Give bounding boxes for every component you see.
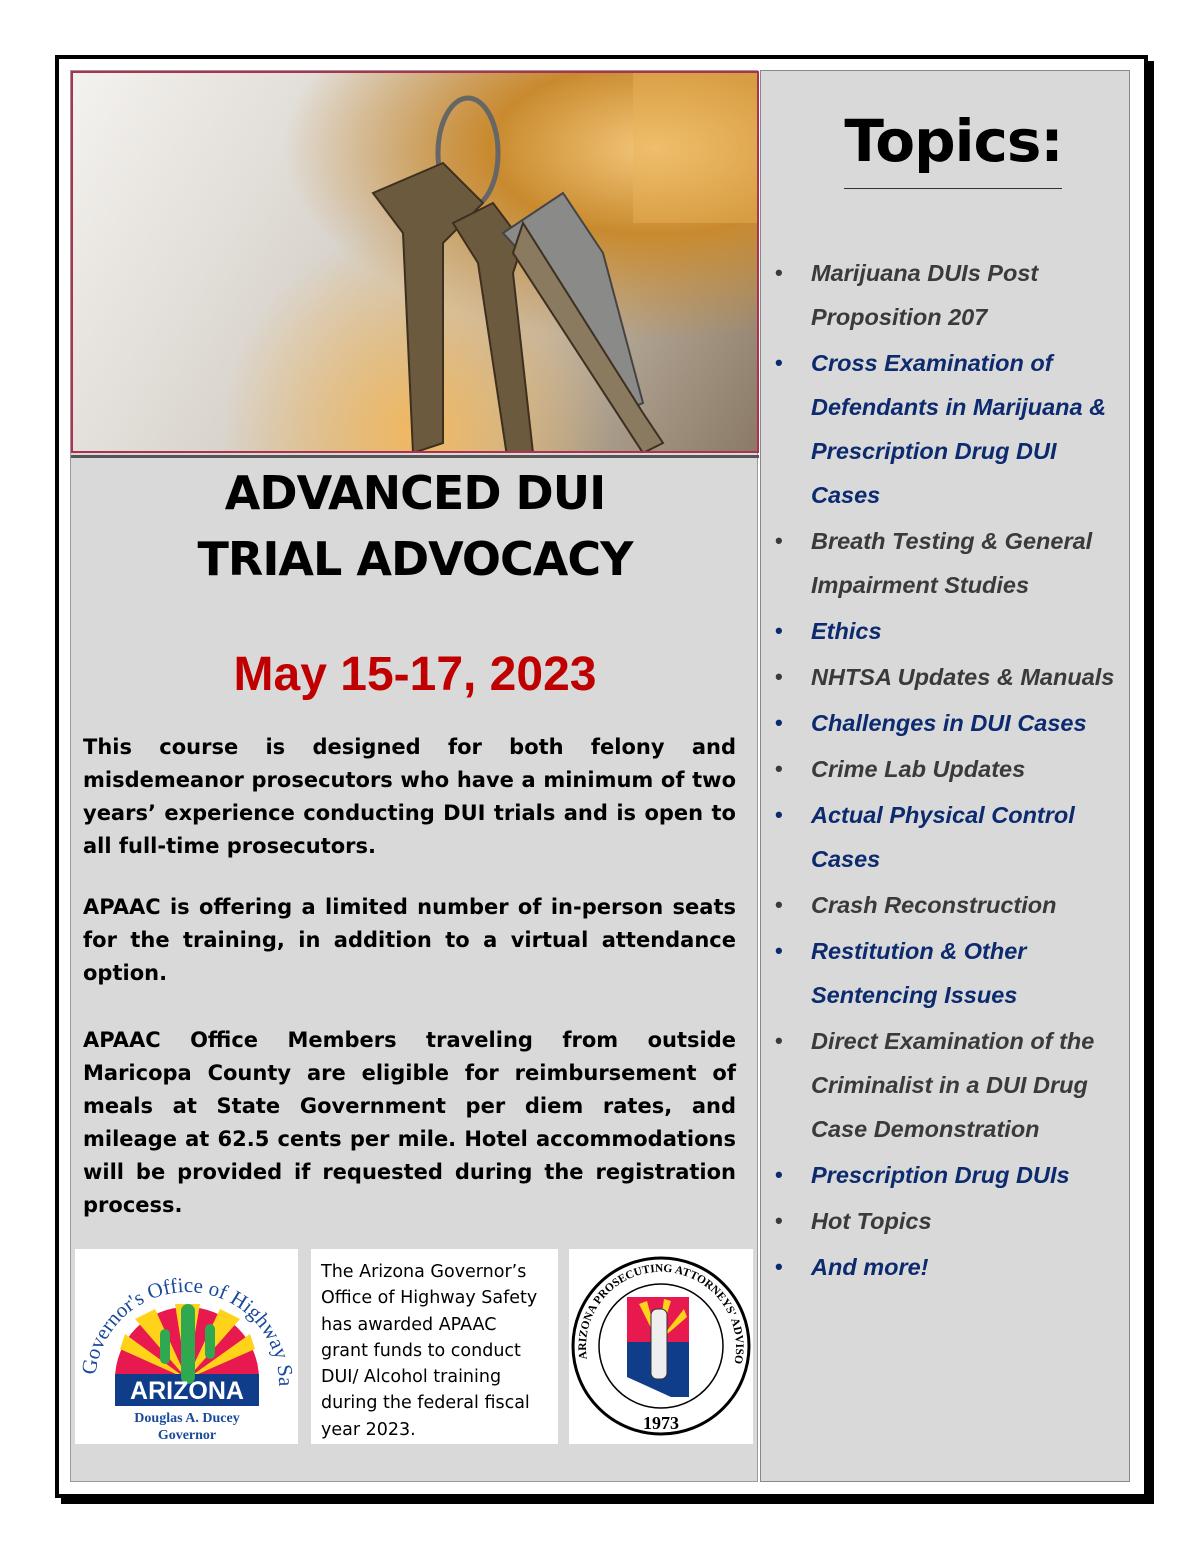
svg-text:Douglas A. Ducey: Douglas A. Ducey [134, 1411, 240, 1426]
topic-item: • Crash Reconstruction [775, 883, 1125, 927]
keys-and-drink-photo [71, 71, 759, 453]
topic-item: • Restitution & Other Sentencing Issues [775, 929, 1125, 1017]
gohs-logo [75, 1249, 298, 1444]
topic-item: • NHTSA Updates & Manuals [775, 655, 1125, 699]
reimbursement-info: APAAC Office Members traveling from outside Maricopa County are eligible for reimbursement of meals at State Government per diem rates, and mileage at 62.5 cents per mile. Hotel accommodations will be provided if requested during the registration process. [83, 1028, 736, 1217]
svg-text:Governor's Office of Highway S: Governor's Office of Highway Sa [76, 1272, 298, 1387]
svg-text:1973: 1973 [643, 1413, 679, 1433]
event-date: May 15-17, 2023 [233, 648, 597, 701]
car-keys-icon [73, 73, 759, 453]
topic-item: • Ethics [775, 609, 1125, 653]
svg-text:ARIZONA: ARIZONA [130, 1377, 244, 1405]
course-description: This course is designed for both felony and misdemeanor prosecutors who have a minimum of two years’ experience conducting DUI trials and is open to all full-time prosecutors. [83, 735, 736, 858]
topics-heading: Topics: [844, 107, 1063, 175]
topic-item: • Challenges in DUI Cases [775, 701, 1125, 745]
topic-item: • Prescription Drug DUIs [775, 1153, 1125, 1197]
topic-item: • And more! [775, 1245, 1125, 1289]
topic-item: • Crime Lab Updates [775, 747, 1125, 791]
topic-item: • Marijuana DUIs Post Proposition 207 [775, 251, 1125, 339]
topics-list [775, 251, 1125, 1291]
seating-info: APAAC is offering a limited number of in-person seats for the training, in addition to a virtual attendance option. [83, 895, 736, 985]
topic-item: • Actual Physical Control Cases [775, 793, 1125, 881]
divider [71, 455, 759, 458]
svg-text:Governor: Governor [157, 1428, 217, 1443]
grant-notice: The Arizona Governor’s Office of Highway Safety has awarded APAAC grant funds to conduct DUI/ Alcohol training during the federal fiscal year 2023. [311, 1249, 558, 1444]
apaac-seal [569, 1249, 753, 1444]
svg-text:ARIZONA PROSECUTING ATTORNEYS': ARIZONA PROSECUTING ATTORNEYS' ADVISO [576, 1262, 746, 1365]
heading-underline [844, 188, 1062, 189]
title-line-1: ADVANCED DUI [224, 466, 606, 520]
topics-panel [760, 70, 1130, 1482]
left-panel [70, 70, 758, 1482]
topic-item: • Breath Testing & General Impairment Studies [775, 519, 1125, 607]
topic-item: • Hot Topics [775, 1199, 1125, 1243]
title-line-2: TRIAL ADVOCACY [197, 532, 633, 586]
topic-item: • Direct Examination of the Criminalist in a DUI Drug Case Demonstration [775, 1019, 1125, 1151]
topic-item: • Cross Examination of Defendants in Marijuana & Prescription Drug DUI Cases [775, 341, 1125, 517]
